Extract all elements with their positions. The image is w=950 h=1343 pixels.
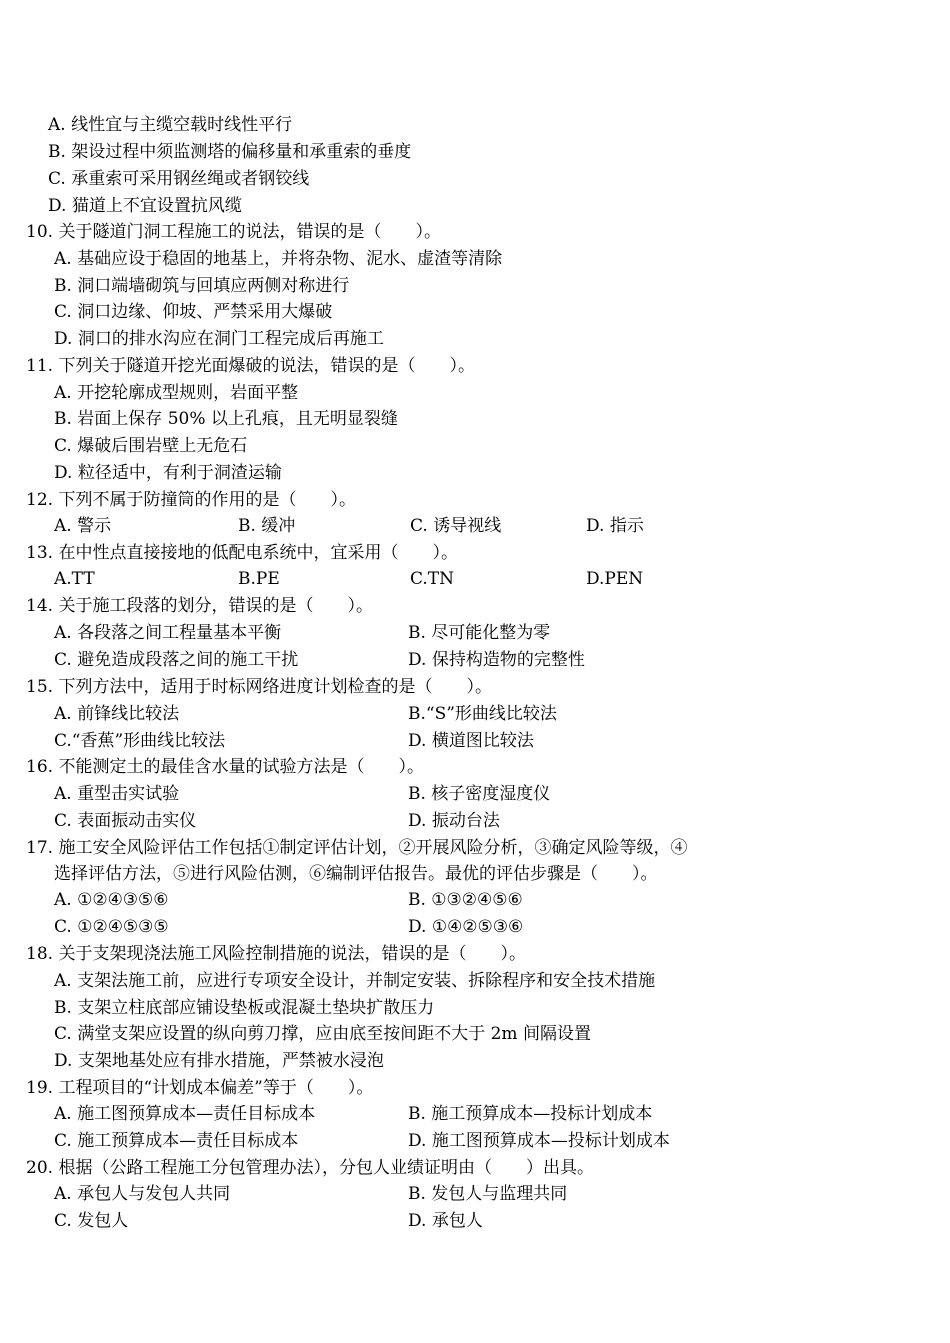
- option: C.“香蕉”形曲线比较法: [54, 731, 226, 751]
- option: C. 避免造成段落之间的施工干扰: [54, 650, 299, 670]
- option: B.“S”形曲线比较法: [408, 704, 557, 724]
- option: A. 各段落之间工程量基本平衡: [54, 623, 282, 643]
- option: B. 施工预算成本—投标计划成本: [408, 1104, 653, 1124]
- option: D. 横道图比较法: [408, 731, 534, 751]
- option: A. 警示: [54, 516, 112, 536]
- option: C. 施工预算成本—责任目标成本: [54, 1131, 299, 1151]
- option: D. 保持构造物的完整性: [408, 650, 585, 670]
- option: C. 发包人: [54, 1211, 129, 1231]
- option: B.PE: [238, 569, 280, 589]
- option: A. 重型击实试验: [54, 784, 180, 804]
- option: D. 施工图预算成本—投标计划成本: [408, 1131, 670, 1151]
- option: A.TT: [54, 569, 95, 589]
- option: B. 缓冲: [238, 516, 296, 536]
- exam-page: A. 线性宜与主缆空载时线性平行 B. 架设过程中须监测塔的偏移量和承重索的垂度 C. 承重索可采用钢丝绳或者钢铰线 D. 猫道上不宜设置抗风缆 10. 关于隧道门洞工程施工的说法，错误的是（ ）。 A. 基础应设于稳固的地基上，并将杂物、泥水、虚渣等清除 B. 洞口端墙砌筑与回填应两侧对称进行 C. 洞口边缘、仰坡、严禁采用大爆破 D. 洞口的排水沟应在洞门工程完成后再施工 11. 下列关于隧道开挖光面爆破的说法，错误的是（ ）。 A. 开挖轮廓成型规则，岩面平整 B. 岩面上保存 50% 以上孔痕，且无明显裂缝 C. 爆破后围岩壁上无危石 D. 粒径适中，有利于洞渣运输 12. 下列不属于防撞筒的作用的是（ ）。 A. 警示 B. 缓冲 C. 诱导视线 D. 指示 13. 在中性点直接接地的低配电系统中，宜采用（ ）。 A.TT B.PE C.TN D.PEN 14. 关于施工段落的划分，错误的是（ ）。 A. 各段落之间工程量基本平衡 B. 尽可能化整为零 C. 避免造成段落之间的施工干扰 D. 保持构造物的完整性 15. 下列方法中，适用于时标网络进度计划检查的是（ ）。 A. 前锋线比较法 B.“S”形曲线比较法 C.“香蕉”形曲线比较法 D. 横道图比较法 16. 不能测定土的最佳含水量的试验方法是（ ）。 A. 重型击实试验 B. 核子密度湿度仪 C. 表面振动击实仪 D. 振动台法 17. 施工安全风险评估工作包括①制定评估计划，②开展风险分析，③确定风险等级，④ 选择评估方法，⑤进行风险估测，⑥编制评估报告。最优的评估步骤是（ ）。 A. ①②④③⑤⑥ B. ①③②④⑤⑥ C. ①②④⑤③⑤ D. ①④②⑤③⑥ 18. 关于支架现浇法施工风险控制措施的说法，错误的是（ ）。 A. 支架法施工前，应进行专项安全设计，并制定安装、拆除程序和安全技术措施 B. 支架立柱底部应铺设垫板或混凝土垫块扩散压力 C. 满堂支架应设置的纵向剪刀撑，应由底至按间距不大于 2m 间隔设置 D. 支架地基处应有排水措施，严禁被水浸泡 19. 工程项目的“计划成本偏差”等于（ ）。 A. 施工图预算成本—责任目标成本 B. 施工预算成本—投标计划成本 C. 施工预算成本—责任目标成本 D. 施工图预算成本—投标计划成本 20. 根据（公路工程施工分包管理办法），分包人业绩证明由（ ）出具。 A. 承包人与发包人共同 B. 发包人与监理共同 C. 发包人 D. 承包人: [0, 0, 950, 1343]
- option: A. ①②④③⑤⑥: [54, 890, 169, 910]
- option: B. 核子密度湿度仪: [408, 784, 551, 804]
- option: B. 尽可能化整为零: [408, 623, 551, 643]
- option: B. 发包人与监理共同: [408, 1184, 568, 1204]
- option: C.TN: [410, 569, 455, 589]
- option: D. 承包人: [408, 1211, 483, 1231]
- option: C. 诱导视线: [410, 516, 502, 536]
- option: A. 前锋线比较法: [54, 704, 180, 724]
- option: D. 指示: [586, 516, 644, 536]
- option: B. ①③②④⑤⑥: [408, 890, 523, 910]
- option: A. 施工图预算成本—责任目标成本: [54, 1104, 316, 1124]
- option: C. ①②④⑤③⑤: [54, 917, 169, 937]
- option: D. ①④②⑤③⑥: [408, 917, 524, 937]
- option: C. 表面振动击实仪: [54, 811, 197, 831]
- option: D. 振动台法: [408, 811, 500, 831]
- option: A. 承包人与发包人共同: [54, 1184, 231, 1204]
- option: D.PEN: [586, 569, 644, 589]
